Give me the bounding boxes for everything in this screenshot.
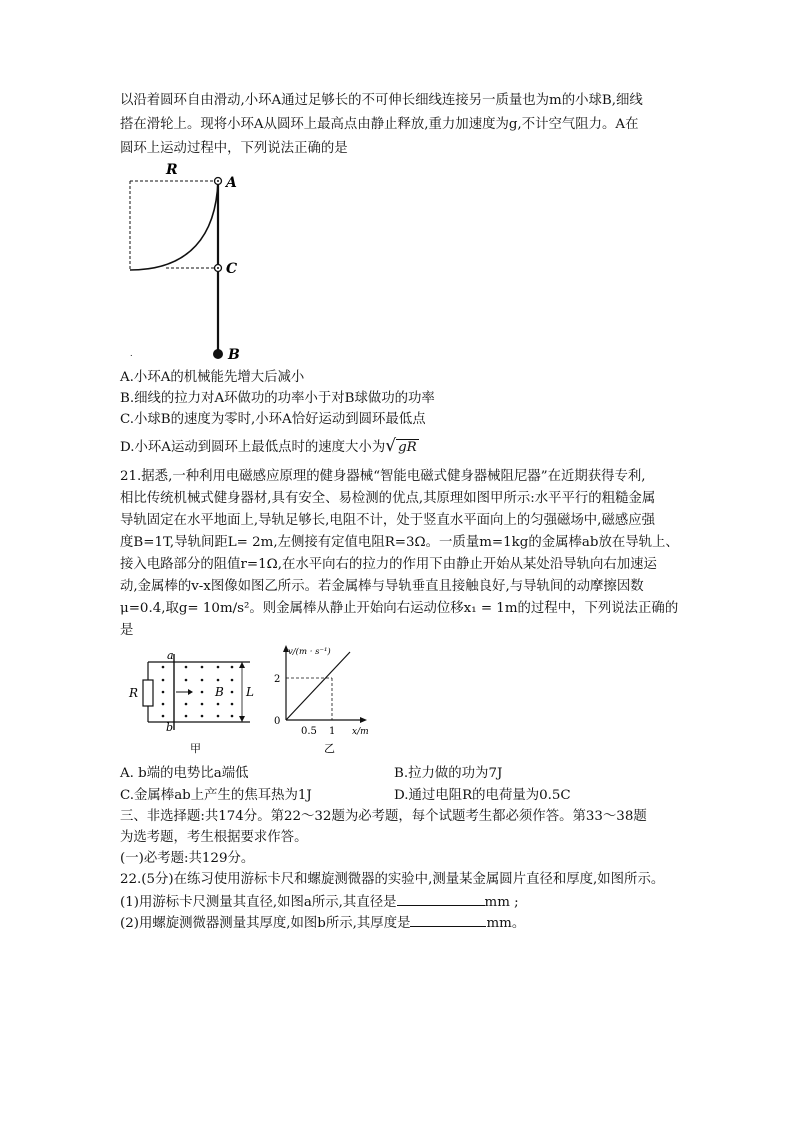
label-R: R — [129, 686, 139, 700]
q22-answer-blank-1[interactable] — [397, 892, 485, 906]
q22-part1 — [120, 892, 519, 912]
caption-jia: 甲 — [190, 742, 201, 755]
label-B: B — [228, 347, 240, 363]
v-x-line — [286, 652, 350, 720]
svg-text:.: . — [130, 349, 133, 358]
q20-option-c: C.小球B的速度为零时,小环A恰好运动到圆环最低点 — [120, 412, 426, 427]
q20-stem-line-2: 搭在滑轮上。现将小环A从圆环上最高点由静止释放,重力加速度为g,不计空气阻力。A在 — [120, 117, 639, 132]
label-L: L — [246, 685, 254, 699]
q21-stem-line-5: 接入电路部分的阻值r=1Ω,在水平向右的拉力的作用下由静止开始从某处沿导轨向右加速运 — [120, 557, 657, 572]
label-C: C — [226, 261, 238, 277]
section3-line-3: (一)必考题:共129分。 — [120, 851, 255, 866]
sqrt-gR: gR — [398, 440, 417, 455]
origin-label: 0 — [274, 716, 281, 727]
section3-line-1: 三、非选择题:共174分。第22～32题为必考题，每个试题考生都必须作答。第33～38题 — [120, 809, 647, 824]
q21-option-b: B.拉力做的功为7J — [394, 766, 503, 781]
label-R: R — [166, 162, 178, 178]
q22-part1-unit: mm ; — [484, 895, 519, 910]
resistor-R — [143, 680, 153, 706]
label-B: B — [215, 685, 224, 699]
q21-stem-line-6: 动,金属棒的v-x图像如图乙所示。若金属棒与导轨垂直且接触良好,与导轨间的动摩擦因数 — [120, 579, 644, 594]
y-axis-label: v/(m · s⁻¹) — [288, 647, 331, 657]
q20-option-a: A.小环A的机械能先增大后减小 — [120, 370, 305, 385]
q21-option-d: D.通过电阻R的电荷量为0.5C — [394, 788, 571, 803]
q21-stem-line-4: 度B=1T,导轨间距L= 2m,左侧接有定值电阻R=3Ω。一质量m=1kg的金属棒ab放在导轨上、 — [120, 535, 679, 550]
q21-stem-line-3: 导轨固定在水平地面上,导轨足够长,电阻不计，处于竖直水平面向上的匀强磁场中,磁感应强 — [120, 513, 656, 528]
q21-option-a: A. b端的电势比a端低 — [120, 766, 249, 781]
q22-part1-text: (1)用游标卡尺测量其直径,如图a所示,其直径是 — [120, 895, 397, 910]
q20-option-d-text: D.小环A运动到圆环上最低点时的速度大小为 — [120, 440, 386, 455]
q20-option-b: B.细线的拉力对A环做功的功率小于对B球做功的功率 — [120, 391, 435, 406]
label-a: a — [167, 649, 174, 662]
label-b: b — [166, 721, 174, 734]
ring-arc — [130, 181, 218, 270]
q21-fig-jia — [126, 650, 260, 760]
x-tick-0.5: 0.5 — [301, 726, 317, 737]
q22-answer-blank-2[interactable] — [410, 913, 486, 927]
y-tick-2: 2 — [274, 674, 281, 685]
q21-stem-line-1: 21.据悉,一种利用电磁感应原理的健身器械“智能电磁式健身器械阻尼器”在近期获得专利, — [120, 469, 646, 484]
section3-line-2: 为选考题，考生根据要求作答。 — [120, 830, 308, 845]
q21-option-c: C.金属棒ab上产生的焦耳热为1J — [120, 788, 312, 803]
q20-stem-line-3: 圆环上运动过程中，下列说法正确的是 — [120, 141, 348, 156]
q22-part2-unit: mm。 — [486, 916, 526, 931]
q21-stem-line-2: 相比传统机械式健身器材,具有安全、易检测的优点,其原理如图甲所示:水平平行的粗糙金属 — [120, 491, 656, 506]
label-A: A — [226, 175, 237, 191]
q22-stem: 22.(5分)在练习使用游标卡尺和螺旋测微器的实验中,测量某金属圆片直径和厚度,如图所示。 — [120, 872, 665, 887]
q20-stem-line-1: 以沿着圆环自由滑动,小环A通过足够长的不可伸长细线连接另一质量也为m的小球B,细线 — [120, 93, 643, 108]
q21-stem-line-8: 是 — [120, 623, 134, 638]
q21-stem-line-7: μ=0.4,取g= 10m/s²。则金属棒从静止开始向右运动位移x₁ = 1m的过程中，下列说法正确的 — [120, 601, 679, 616]
q20-ring-figure — [120, 160, 260, 365]
q22-part2 — [120, 913, 525, 933]
q22-part2-text: (2)用螺旋测微器测量其厚度,如图b所示,其厚度是 — [120, 916, 411, 931]
q20-option-d: D.小环A运动到圆环上最低点时的速度大小为√ gR — [120, 436, 417, 456]
q21-fig-yi — [268, 642, 388, 762]
caption-yi: 乙 — [324, 742, 335, 755]
x-tick-1: 1 — [329, 726, 336, 737]
x-axis-label: x/m — [352, 727, 369, 737]
ball-B — [213, 349, 223, 359]
